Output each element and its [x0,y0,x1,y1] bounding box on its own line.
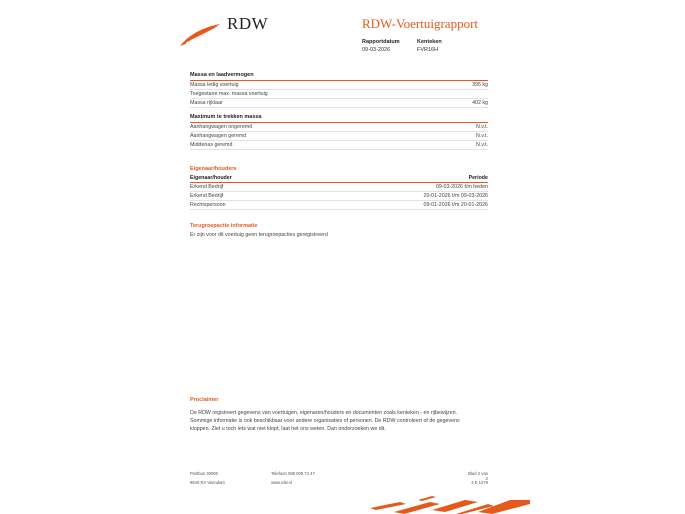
period-cell: 09-03-2026 t/m heden [435,184,488,190]
row-value: N.v.t. [476,133,488,139]
disclaimer-line: kloppen. Ziet u toch iets wat niet klopt, laat het ons weten. Dan onderzoeken we dit. [190,426,386,432]
owner-cell: Erkend Bedrijf [190,193,224,199]
plate-value: FVR16H [417,47,439,53]
row-label: Massa rijklaar [190,100,223,106]
table-row [190,132,488,141]
report-date-value: 09-03-2026 [362,47,391,53]
row-value: 395 kg [472,82,488,88]
footer-postbus: Postbus 30000 [190,471,218,476]
row-label: Aanhangwagen geremd [190,133,247,139]
mass-section [190,72,488,108]
plate-label: Kenteken [417,39,442,45]
owner-cell: Rechtspersoon [190,202,226,208]
disclaimer-line: De RDW registreert gegevens van voertuigen, eigenaren/houders en documenten zoals kenteken - en rijbewijzen. [190,410,458,416]
row-label: Middenas geremd [190,142,233,148]
disclaimer-title: Proclaimer [190,397,219,403]
recall-section [190,223,488,239]
row-label: Toegestane max. massa voertuig [190,91,268,97]
table-row [190,99,488,108]
footer-phone: Telefoon 088 008 74 47 [271,471,315,476]
logo-text: RDW [227,14,269,33]
mass-title: Massa en laadvermogen [190,72,488,81]
row-value: N.v.t. [476,142,488,148]
owners-section [190,166,488,210]
table-row [190,141,488,150]
table-row [190,90,488,99]
row-value: 402 kg [472,100,488,106]
row-value: N.v.t. [476,124,488,130]
disclaimer-section [190,397,488,433]
disclaimer-line: Sommige informatie is ook beschikbaar voor andere organisaties of personen. De RDW controleert of de gegevens [190,418,460,424]
table-row [190,201,488,210]
col-owner: Eigenaar/houder [190,175,232,181]
towing-title: Maximum te trekken massa [190,114,488,123]
footer-page: Blad 2 van 2 [468,471,488,481]
owners-header-row [190,174,488,183]
footer-city: 9640 RA Veendam [190,480,225,485]
footer-website: www.rdw.nl [271,480,292,485]
table-row [190,123,488,132]
rdw-logo-icon [178,22,222,48]
report-date-label: Rapportdatum [362,39,400,45]
table-row [190,183,488,192]
recall-title: Terugroepactie informatie [190,223,258,229]
owner-cell: Erkend Bedrijf [190,184,224,190]
row-label: Aanhangwagen ongeremd [190,124,253,130]
owners-title: Eigenaar/houders [190,166,237,172]
table-row [190,192,488,201]
period-cell: 20-01-2026 t/m 09-03-2026 [423,193,488,199]
page-title: RDW-Voertuigrapport [362,16,479,31]
footer-code: 3 E 1079 [471,480,488,485]
period-cell: 09-01-2026 t/m 20-01-2026 [423,202,488,208]
decorative-stripes-icon [370,496,530,514]
row-label: Massa ledig voertuig [190,82,239,88]
towing-section [190,114,488,150]
col-period: Periode [468,175,488,181]
recall-text: Er zijn voor dit voertuig geen terugroepacties geregistreerd [190,232,328,238]
table-row [190,81,488,90]
